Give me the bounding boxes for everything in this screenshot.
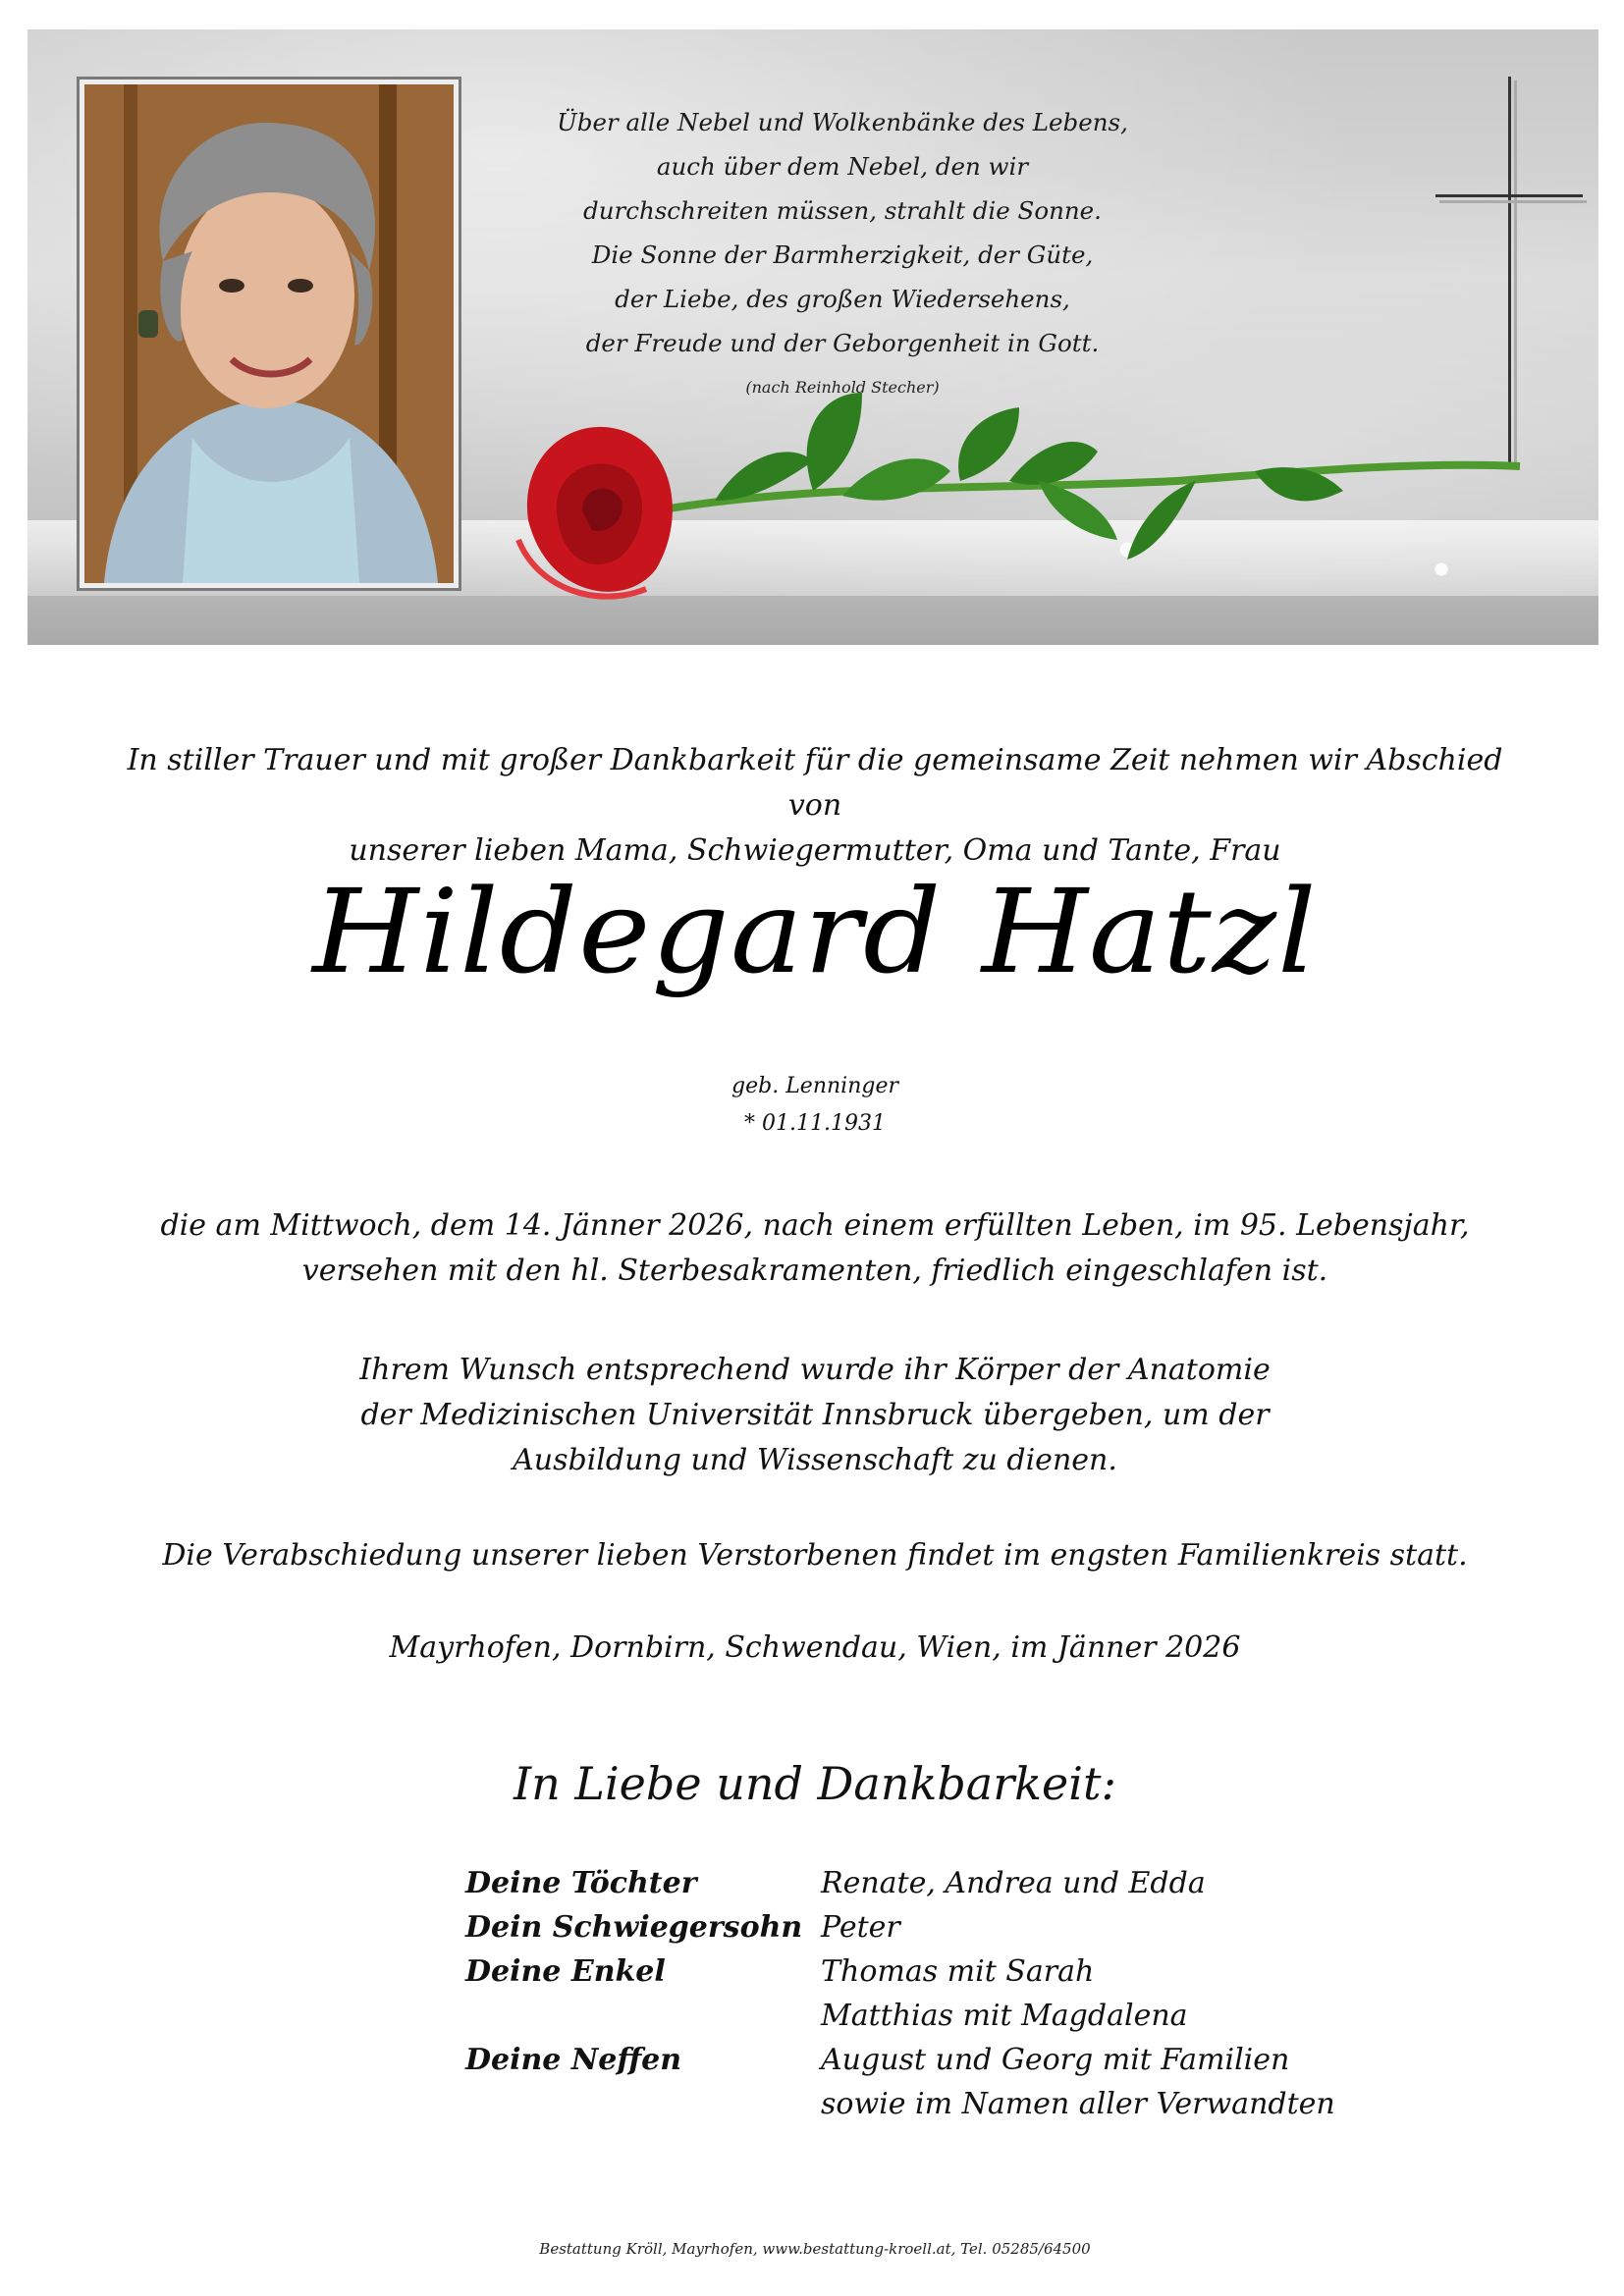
portrait-frame — [77, 77, 461, 591]
family-row — [465, 1949, 1349, 1994]
funeral-home-footer: Bestattung Kröll, Mayrhofen, www.bestattung-kroell.at, Tel. 05285/64500 — [539, 2240, 1091, 2258]
poem-line: Die Sonne der Barmherzigkeit, der Güte, — [591, 240, 1094, 269]
header-banner — [27, 29, 1598, 645]
family-relation: Deine Enkel — [465, 1954, 666, 1989]
family-list — [465, 1861, 1349, 2126]
farewell-notice — [98, 1533, 1532, 1578]
family-names: August und Georg mit Familien — [821, 2043, 1290, 2077]
family-relation: Dein Schwiegersohn — [465, 1910, 803, 1945]
poem-line: der Liebe, des großen Wiedersehens, — [615, 285, 1070, 313]
anatomy-line: Ihrem Wunsch entsprechend wurde ihr Körper der Anatomie — [359, 1353, 1271, 1387]
family-names: sowie im Namen aller Verwandten — [821, 2087, 1335, 2121]
death-notice — [98, 1203, 1532, 1294]
birth-info — [589, 1068, 1041, 1143]
family-row — [465, 2038, 1349, 2082]
poem-credit: (nach Reinhold Stecher) — [745, 378, 940, 397]
maiden-name: geb. Lenninger — [731, 1074, 898, 1098]
poem-line: Über alle Nebel und Wolkenbänke des Lebens, — [557, 108, 1128, 136]
family-row — [465, 1861, 1349, 1905]
intro-line: unserer lieben Mama, Schwiegermutter, Oma und Tante, Frau — [349, 833, 1281, 868]
family-names: Matthias mit Magdalena — [821, 1999, 1188, 2033]
anatomy-line: der Medizinischen Universität Innsbruck übergeben, um der — [360, 1398, 1270, 1432]
portrait-image — [84, 84, 454, 583]
farewell-line: Die Verabschiedung unserer lieben Verstorbenen findet im engsten Familienkreis statt. — [162, 1538, 1468, 1573]
poem-line: durchschreiten müssen, strahlt die Sonne. — [583, 196, 1102, 225]
deceased-name: Hildegard Hatzl — [312, 864, 1318, 999]
death-line: versehen mit den hl. Sterbesakramenten, friedlich eingeschlafen ist. — [301, 1254, 1328, 1288]
poem — [548, 100, 1137, 365]
birth-date: * 01.11.1931 — [744, 1111, 886, 1136]
anatomy-line: Ausbildung und Wissenschaft zu dienen. — [513, 1443, 1117, 1477]
poem-line: der Freude und der Geborgenheit in Gott. — [585, 329, 1100, 357]
family-row — [465, 2082, 1349, 2126]
portrait-photo — [84, 84, 454, 583]
place-date-line: Mayrhofen, Dornbirn, Schwendau, Wien, im Jänner 2026 — [389, 1630, 1241, 1665]
family-names: Renate, Andrea und Edda — [821, 1866, 1206, 1900]
intro-line: In stiller Trauer und mit großer Dankbarkeit für die gemeinsame Zeit nehmen wir Abschied von — [127, 743, 1503, 823]
closing-heading: In Liebe und Dankbarkeit: — [514, 1757, 1116, 1810]
family-row — [465, 1905, 1349, 1949]
rose-icon — [489, 373, 1530, 628]
family-relation: Deine Töchter — [465, 1866, 697, 1900]
family-names: Thomas mit Sarah — [821, 1954, 1095, 1989]
family-relation: Deine Neffen — [465, 2043, 682, 2077]
death-line: die am Mittwoch, dem 14. Jänner 2026, nach einem erfüllten Leben, im 95. Lebensjahr, — [160, 1208, 1470, 1243]
anatomy-notice — [98, 1348, 1532, 1483]
family-names: Peter — [821, 1910, 900, 1945]
family-row — [465, 1994, 1349, 2038]
poem-line: auch über dem Nebel, den wir — [656, 152, 1029, 181]
intro-text — [118, 738, 1512, 874]
place-date — [98, 1626, 1532, 1671]
